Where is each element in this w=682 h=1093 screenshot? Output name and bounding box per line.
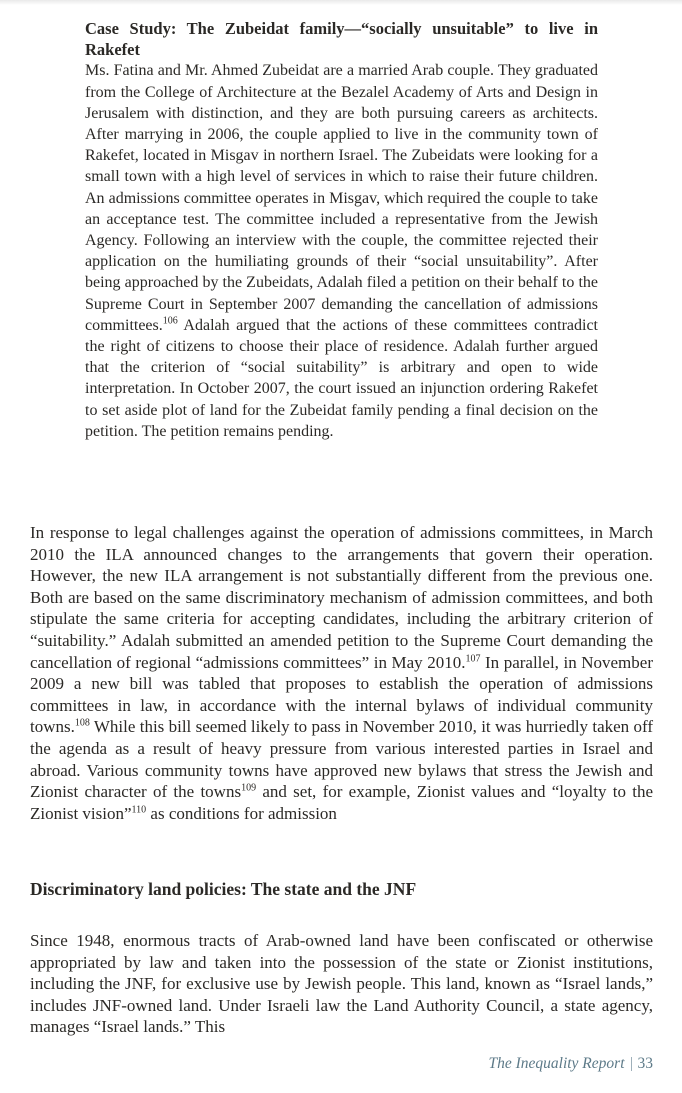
footer-page-number: 33 <box>637 1055 653 1072</box>
case-study-heading: Case Study: The Zubeidat family—“socially unsuitable” to live in Rakefet <box>85 19 598 60</box>
footer-report-title: The Inequality Report <box>488 1055 625 1072</box>
page-footer <box>488 1055 653 1073</box>
case-study-block <box>85 18 598 442</box>
footnote-reference: 108 <box>74 717 90 729</box>
case-study-body: Ms. Fatina and Mr. Ahmed Zubeidat are a married Arab couple. They graduated from the College of Architecture at the Bezalel Academy of Arts and Design in Jerusalem with distinction, and they are both pursuing careers as architects. After marrying in 2006, the couple applied to live in the community town of Rakefet, located in Misgav in northern Israel. The Zubeidats were looking for a small town with a high level of services in which to raise their future children. An admissions committee operates in Misgav, which required the couple to take an acceptance test. The committee included a representative from the Jewish Agency. Following an interview with the couple, the committee rejected their application on the humiliating grounds of their “social unsuitability”. After being approached by the Zubeidats, Adalah filed a petition on their behalf to the Supreme Court in September 2007 demanding the cancellation of admissions committees.$^{106}$ Adalah argued that the actions of these committees contradict the right of citizens to choose their place of residence. Adalah further argued that the criterion of “social suitability” is arbitrary and open to wide interpretation. In October 2007, the court issued an injunction ordering Rakefet to set aside plot of land for the Zubeidat family pending a final decision on the petition. The petition remains pending. <box>85 62 598 440</box>
footnote-reference: 106 <box>162 315 178 327</box>
page-top-edge-shade <box>0 0 682 5</box>
footnote-reference: 110 <box>131 804 147 816</box>
paragraph-land-policies: Since 1948, enormous tracts of Arab-owned land have been confiscated or otherwise appropriated by law and taken into the possession of the state or Zionist institutions, including the JNF, for exclusive use by Jewish people. This land, known as “Israel lands,” includes JNF-owned land. Under Israeli law the Land Authority Council, a state agency, manages “Israel lands.” This <box>30 931 653 1037</box>
footnote-reference: 109 <box>241 782 257 794</box>
section-heading-land-policies: Discriminatory land policies: The state and the JNF <box>30 879 417 899</box>
paragraph-admissions-committees: In response to legal challenges against the operation of admissions committees, in March 2010 the ILA announced changes to the arrangements that govern their operation. However, the new ILA arrangement is not substantially different from the previous one. Both are based on the same discriminatory mechanism of admission committees, and both stipulate the same criteria for accepting candidates, including the arbitrary criterion of “suitability.” Adalah submitted an amended petition to the Supreme Court demanding the cancellation of regional “admissions committees” in May 2010.$^{107}$ In parallel, in November 2009 a new bill was tabled that proposes to establish the operation of admissions committees in law, in accordance with the internal bylaws of individual community towns.$^{108}$ While this bill seemed likely to pass in November 2010, it was hurriedly taken off the agenda as a result of heavy pressure from various interested parties in Israel and abroad. Various community towns have approved new bylaws that stress the Jewish and Zionist character of the towns$^{109}$ and set, for example, Zionist values and “loyalty to the Zionist vision”$^{110}$ as conditions for admission <box>30 523 653 823</box>
footer-divider <box>631 1057 632 1071</box>
footnote-reference: 107 <box>465 652 481 664</box>
